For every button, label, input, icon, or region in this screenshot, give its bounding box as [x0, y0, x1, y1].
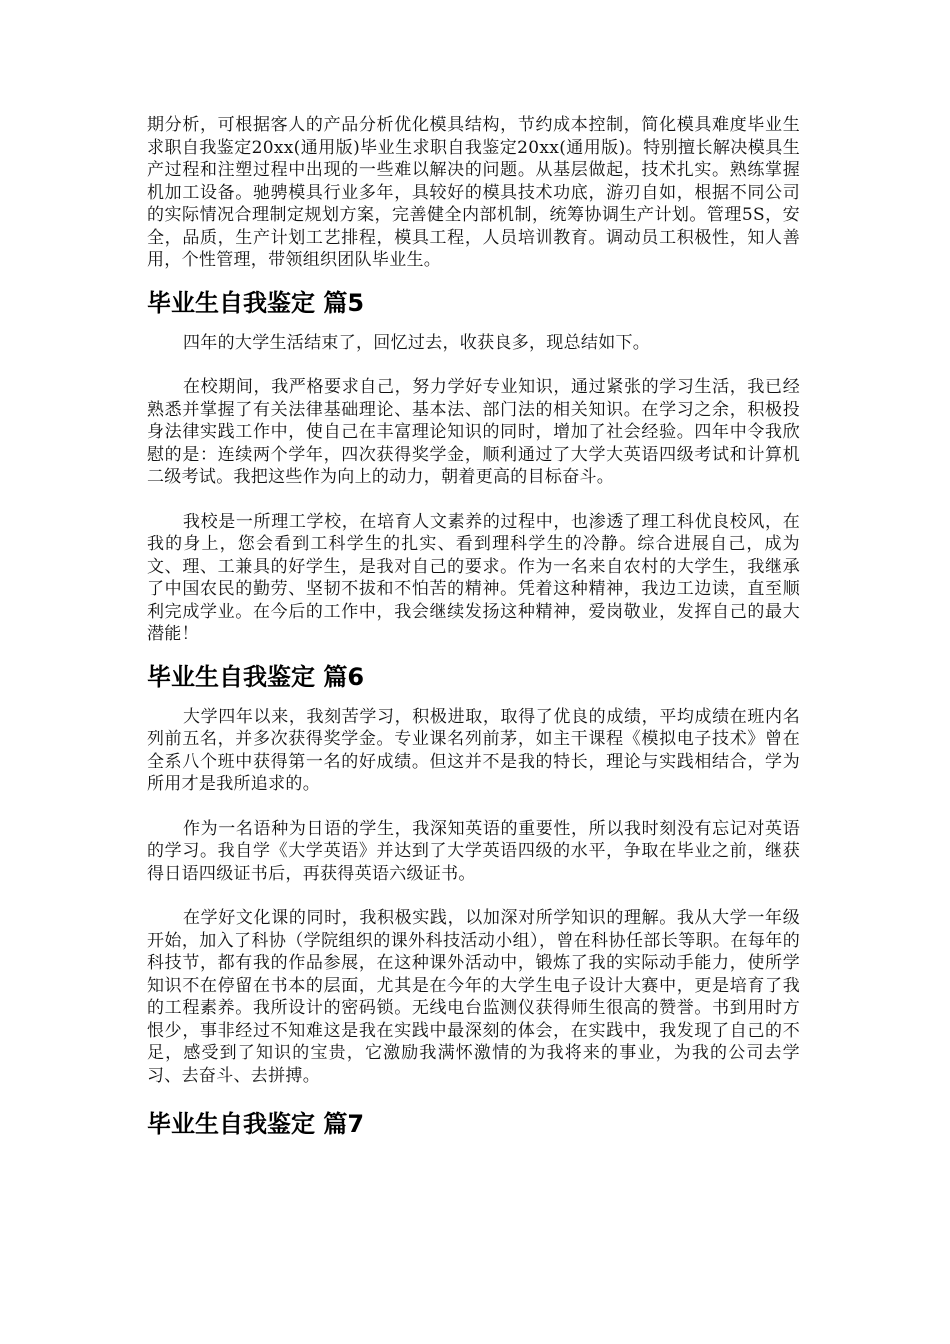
section-6-paragraph-1: 大学四年以来，我刻苦学习，积极进取，取得了优良的成绩，平均成绩在班内名列前五名，并多次获得奖学金。专业课名列前茅，如主干课程《模拟电子技术》曾在全系八个班中获得第一名的好成绩。但这并不是我的特长，理论与实践相结合，学为所用才是我所追求的。 [147, 706, 800, 794]
intro-paragraph: 期分析，可根据客人的产品分析优化模具结构，节约成本控制，简化模具难度毕业生求职自我鉴定20xx(通用版)毕业生求职自我鉴定20xx(通用版)。特别擅长解决模具生产过程和注塑过程中出现的一些难以解决的问题。从基层做起，技术扎实。熟练掌握机加工设备。驰骋模具行业多年，具较好的模具技术功底，游刃自如，根据不同公司的实际情况合理制定规划方案，完善健全内部机制，统筹协调生产计划。管理5S，安全，品质，生产计划工艺排程，模具工程，人员培训教育。调动员工积极性，知人善用，个性管理，带领组织团队毕业生。 [147, 115, 800, 270]
section-5-paragraph-1: 四年的大学生活结束了，回忆过去，收获良多，现总结如下。 [183, 332, 651, 353]
section-heading-6: 毕业生自我鉴定 篇6 [147, 662, 365, 691]
document-page [147, 114, 800, 1139]
section-heading-5: 毕业生自我鉴定 篇5 [147, 288, 365, 317]
section-5-paragraph-3: 我校是一所理工学校，在培育人文素养的过程中，也渗透了理工科优良校风，在我的身上，您会看到工科学生的扎实、看到理科学生的冷静。综合进展自己，成为文、理、工兼具的好学生，是我对自己的要求。作为一名来自农村的大学生，我继承了中国农民的勤劳、坚韧不拔和不怕苦的精神。凭着这种精神，我边工边读，直至顺利完成学业。在今后的工作中，我会继续发扬这种精神，爱岗敬业，发挥自己的最大潜能！ [147, 511, 800, 644]
section-heading-7: 毕业生自我鉴定 篇7 [147, 1110, 365, 1138]
section-6-paragraph-3: 在学好文化课的同时，我积极实践，以加深对所学知识的理解。我从大学一年级开始，加入了科协（学院组织的课外科技活动小组），曾在科协任部长等职。在每年的科技节，都有我的作品参展，在这种课外活动中，锻炼了我的实际动手能力，使所学知识不在停留在书本的层面，尤其是在今年的大学生电子设计大赛中，更是培育了我的工程素养。我所设计的密码锁。无线电台监测仪获得师生很高的赞誉。书到用时方恨少，事非经过不知难这是我在实践中最深刻的体会，在实践中，我发现了自己的不足，感受到了知识的宝贵，它激励我满怀激情的为我将来的事业，为我的公司去学习、去奋斗、去拼搏。 [147, 908, 800, 1086]
section-6-paragraph-2: 作为一名语种为日语的学生，我深知英语的重要性，所以我时刻没有忘记对英语的学习。我自学《大学英语》并达到了大学英语四级的水平，争取在毕业之前，继获得日语四级证书后，再获得英语六级证书。 [147, 818, 800, 884]
section-5-paragraph-2: 在校期间，我严格要求自己，努力学好专业知识，通过紧张的学习生活，我已经熟悉并掌握了有关法律基础理论、基本法、部门法的相关知识。在学习之余，积极投身法律实践工作中，使自己在丰富理论知识的同时，增加了社会经验。四年中令我欣慰的是：连续两个学年，四次获得奖学金，顺利通过了大学大英语四级考试和计算机二级考试。我把这些作为向上的动力，朝着更高的目标奋斗。 [147, 377, 800, 487]
